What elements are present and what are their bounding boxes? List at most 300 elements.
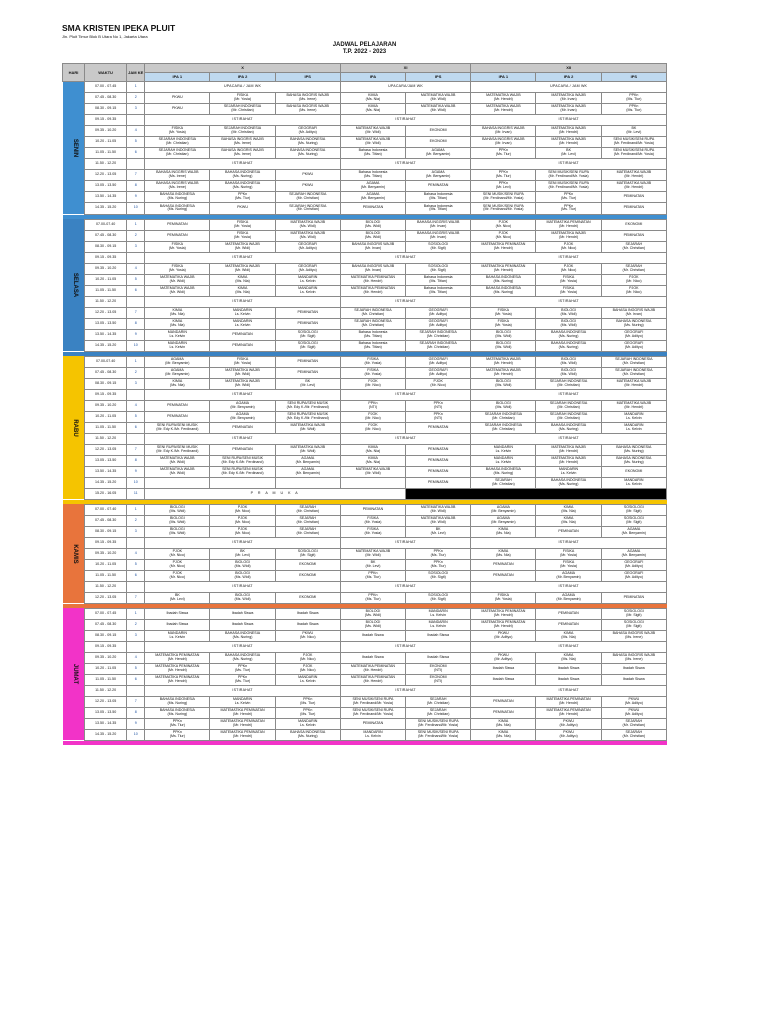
subject-cell: [536, 104, 601, 115]
teacher-name: (Ms. Nuring): [167, 700, 188, 705]
subject-name: PPKn: [303, 707, 313, 712]
teacher-name: (Ms. Titian): [429, 289, 448, 294]
teacher-name: (Mr. Nico): [234, 508, 251, 513]
subject-name: MATEMATIKA PEMINATAN: [350, 663, 395, 668]
subject-cell: [536, 203, 601, 214]
schedule-row: [63, 548, 667, 559]
subject-name: KIMIA: [498, 729, 509, 734]
time-slot: 09.15 - 09.35: [85, 252, 127, 263]
teacher-name: (Mr. Nico): [169, 552, 186, 557]
period-number: 5: [127, 559, 145, 570]
subject-cell: [145, 340, 210, 351]
day-label-cell: [63, 608, 85, 740]
subject-cell: [406, 718, 471, 729]
subject-cell: [406, 477, 471, 488]
period-number: 4: [127, 548, 145, 559]
subject-cell: [601, 148, 666, 159]
teacher-name: (Mr. Hendri): [559, 448, 579, 453]
subject-cell: [601, 340, 666, 351]
subject-cell: [145, 181, 210, 192]
teacher-name: (Mr. Widi): [169, 459, 186, 464]
schedule-row: [63, 718, 667, 729]
subject-cell: [601, 241, 666, 252]
teacher-name: (Mr. Ferdinand/Mr. Yosia): [613, 152, 654, 157]
subject-cell: [601, 559, 666, 570]
time-slot: 10.20 - 11.05: [85, 137, 127, 148]
subject-cell: [145, 203, 210, 214]
teacher-name: (Mr. Yosia): [168, 130, 186, 135]
teacher-name: (Mr. Sigit): [626, 623, 642, 628]
break-cell: ISTIRAHAT: [471, 389, 667, 400]
schedule-row: [63, 619, 667, 630]
subject-cell: [601, 608, 666, 619]
teacher-name: (Ms. Tiur): [430, 563, 446, 568]
subject-cell: [145, 307, 210, 318]
subject-cell: [601, 718, 666, 729]
time-slot: 09.15 - 09.35: [85, 115, 127, 126]
day-label-cell: [63, 219, 85, 351]
subject-name: MATEMATIKA WAJIB: [355, 548, 391, 553]
subject-name: BIOLOGI: [365, 230, 381, 235]
subject-name: AGAMA: [170, 367, 184, 372]
subject-cell: [406, 274, 471, 285]
subject-cell: [406, 652, 471, 663]
subject-cell: [406, 559, 471, 570]
subject-name: BIOLOGI: [169, 504, 185, 509]
subject-cell: [145, 356, 210, 367]
schedule-row: [63, 148, 667, 159]
subject-name: BIOLOGI: [235, 592, 250, 597]
subject-cell: [145, 93, 210, 104]
header-waktu: WAKTU: [85, 64, 127, 82]
teacher-name: (Mr. Benyamin): [425, 152, 451, 157]
teacher-name: (Ms. Nuring): [232, 634, 253, 639]
time-slot: 13.05 - 13.50: [85, 181, 127, 192]
subject-name: BAHASA INDONESIA: [485, 466, 521, 471]
subject-cell: [210, 329, 275, 340]
subject-name: Ibadah Siswa: [231, 610, 254, 615]
teacher-name: (Mr. Levi): [365, 563, 381, 568]
subject-cell: [275, 137, 340, 148]
teacher-name: (Mr. Levi): [561, 152, 577, 157]
subject-name: PEMINATAN: [427, 468, 449, 473]
subject-name: PPKn: [563, 192, 574, 197]
subject-name: Ibadah Siswa: [231, 621, 254, 626]
teacher-name: (NTI): [434, 678, 443, 683]
time-slot: 07.45 - 08.30: [85, 619, 127, 630]
time-slot: 11.50 - 12.20: [85, 685, 127, 696]
subject-cell: [210, 526, 275, 537]
period-number: 2: [127, 367, 145, 378]
subject-name: AGAMA: [236, 400, 250, 405]
teacher-name: (Ms. Nuring): [297, 152, 318, 157]
subject-name: BAHASA INGGRIS WAJIB: [156, 181, 199, 186]
subject-name: MATEMATIKA PEMINATAN: [481, 619, 526, 624]
subject-name: MATEMATIKA WAJIB: [290, 422, 325, 427]
teacher-name: (Ms. Irene): [168, 185, 187, 190]
subject-name: PJOK: [172, 570, 183, 575]
teacher-name: (Mr. Sigit): [430, 245, 446, 250]
teacher-name: (Mr. Christian): [426, 333, 450, 338]
subject-name: MATEMATIKA WAJIB: [290, 219, 325, 224]
subject-cell: [145, 619, 210, 630]
subject-name: MANDARIN: [298, 718, 318, 723]
subject-name: PJOK: [237, 504, 248, 509]
subject-name: AGAMA: [627, 548, 641, 553]
teacher-name: Ls. Kelvin: [430, 612, 446, 617]
teacher-name: (Mr. Yosia): [494, 322, 512, 327]
subject-cell: [210, 466, 275, 477]
subject-cell: [210, 559, 275, 570]
schedule-row: [63, 181, 667, 192]
subject-name: PEMINATAN: [297, 309, 318, 314]
teacher-name: (Ms. Titian): [364, 174, 382, 179]
subject-cell: [210, 181, 275, 192]
subject-name: MATEMATIKA WAJIB: [160, 274, 195, 279]
subject-cell: [340, 93, 405, 104]
subject-cell: [210, 318, 275, 329]
subject-name: AGAMA: [236, 411, 250, 416]
subject-name: Ibadah Siswa: [362, 632, 384, 637]
subject-cell: [406, 104, 471, 115]
subject-cell: [536, 422, 601, 433]
schedule-row: [63, 592, 667, 603]
teacher-name: Ls. Kelvin: [495, 448, 512, 453]
subject-name: BAHASA INDONESIA: [290, 137, 326, 142]
subject-name: SOSIOLOGI: [428, 241, 449, 246]
teacher-name: (Mr. Adityo): [429, 322, 448, 327]
subject-cell: [601, 356, 666, 367]
period-number: [127, 581, 145, 592]
subject-name: PJOK: [237, 526, 248, 531]
subject-cell: [210, 652, 275, 663]
subject-name: SOSIOLOGI: [428, 570, 449, 575]
subject-name: BAHASA INDONESIA: [224, 630, 261, 635]
subject-cell: [210, 137, 275, 148]
teacher-name: (Mr. Ferdinand/Mr. Yosia): [613, 141, 654, 146]
teacher-name: (Mr. Christian): [622, 733, 646, 738]
period-number: 3: [127, 104, 145, 115]
period-number: [127, 389, 145, 400]
teacher-name: (Mr. Yosia): [168, 267, 186, 272]
subject-name: PJOK: [498, 219, 509, 224]
subject-cell: [406, 707, 471, 718]
teacher-name: (Mr. Yosia): [168, 245, 186, 250]
teacher-name: (Mr. Nico): [626, 278, 642, 283]
subject-cell: [275, 570, 340, 581]
subject-cell: [536, 696, 601, 707]
subject-name: Ibadah Siswa: [296, 610, 319, 615]
subject-name: MATEMATIKA WAJIB: [551, 104, 586, 109]
teacher-name: Ls. Kelvin: [299, 678, 316, 683]
subject-name: SENI MUSIK/SENI RUPA: [352, 696, 394, 701]
subject-cell: [275, 203, 340, 214]
subject-cell: [471, 230, 536, 241]
subject-name: AGAMA: [301, 466, 315, 471]
subject-name: PPKn: [498, 148, 508, 153]
teacher-name: (Mr. Adityo): [559, 733, 578, 738]
subject-name: MATEMATIKA WAJIB: [486, 367, 521, 372]
break-cell: ISTIRAHAT: [340, 296, 470, 307]
subject-cell: [340, 619, 405, 630]
subject-cell: [340, 729, 405, 740]
subject-name: PPKn: [433, 559, 443, 564]
teacher-name: (Mr. Irvan): [364, 267, 382, 272]
subject-name: Bahasa Indonesia: [423, 285, 453, 290]
period-number: 1: [127, 356, 145, 367]
subject-cell: [145, 192, 210, 203]
time-slot: 10.20 - 11.05: [85, 411, 127, 422]
teacher-name: (Ms. Titian): [429, 207, 448, 212]
subject-cell: [275, 422, 340, 433]
subject-name: GEOGRAFI: [298, 241, 318, 246]
subject-cell: [471, 93, 536, 104]
schedule-row: [63, 630, 667, 641]
teacher-name: (Mr. Widi): [365, 470, 381, 475]
subject-cell: [536, 548, 601, 559]
period-number: 9: [127, 466, 145, 477]
subject-cell: [601, 674, 666, 685]
teacher-name: (Mr. Yosia): [364, 371, 382, 376]
time-slot: 10.20 - 11.05: [85, 559, 127, 570]
subject-cell: [340, 608, 405, 619]
subject-cell: [210, 570, 275, 581]
subject-name: MATEMATIKA WAJIB: [616, 170, 652, 175]
subject-cell: [471, 148, 536, 159]
subject-name: MATEMATIKA WAJIB: [486, 104, 521, 109]
schedule-row: [63, 104, 667, 115]
subject-cell: [601, 592, 666, 603]
subject-name: SENI MUSIK/SENI RUPA: [352, 707, 394, 712]
teacher-name: (Ms. Widi): [560, 360, 577, 365]
teacher-name: (Mr. Benyamin): [621, 530, 647, 535]
subject-name: PEMINATAN: [232, 424, 253, 429]
subject-name: BAHASA INGGRIS WAJIB: [221, 148, 264, 153]
teacher-name: (Mr. Hendri): [363, 289, 383, 294]
subject-cell: [406, 696, 471, 707]
time-slot: 12.20 - 13.05: [85, 170, 127, 181]
subject-cell: [536, 263, 601, 274]
teacher-name: (Mr. Sigit): [626, 508, 642, 513]
teacher-name: Ls. Kelvin: [299, 722, 316, 727]
subject-name: PKWU: [171, 106, 183, 111]
teacher-name: (Mr. Widi): [365, 141, 381, 146]
teacher-name: (Mr. Adityo): [494, 656, 513, 661]
subject-cell: [601, 400, 666, 411]
time-slot: 07.45 - 08.30: [85, 367, 127, 378]
schedule-row: [63, 285, 667, 296]
subject-name: SENI RUPA/SENI MUSIK: [156, 444, 198, 449]
subject-name: MATEMATIKA PEMINATAN: [155, 652, 200, 657]
teacher-name: (Ms. Widi): [560, 322, 577, 327]
day-name: RABU: [71, 418, 78, 437]
period-number: [127, 433, 145, 444]
subject-cell: [275, 548, 340, 559]
time-slot: 10.20 - 11.05: [85, 663, 127, 674]
subject-cell: [406, 148, 471, 159]
teacher-name: (Mr. Widi): [430, 108, 446, 113]
subject-name: BAHASA INDONESIA: [550, 329, 587, 334]
time-slot: 08.30 - 09.15: [85, 630, 127, 641]
subject-name: BAHASA INGGRIS WAJIB: [612, 652, 656, 657]
subject-name: PPKn: [172, 729, 182, 734]
teacher-name: (Mr. Edy K./Mr. Ferdinand): [156, 426, 199, 431]
time-slot: 13.05 - 13.50: [85, 318, 127, 329]
subject-cell: [471, 340, 536, 351]
teacher-name: (Mr. Christian): [622, 722, 646, 727]
teacher-name: (Mr. Ferdinand/Mr. Yosia): [548, 185, 589, 190]
subject-name: BAHASA INDONESIA: [290, 729, 326, 734]
subject-name: PEMINATAN: [232, 331, 253, 336]
subject-cell: [340, 104, 405, 115]
subject-cell: [536, 126, 601, 137]
teacher-name: (Ms. Nia): [496, 722, 511, 727]
subject-cell: [210, 630, 275, 641]
teacher-name: (Mr. Nico): [365, 382, 381, 387]
period-number: 8: [127, 707, 145, 718]
subject-name: MATEMATIKA PEMINATAN: [481, 263, 526, 268]
subject-cell: [145, 718, 210, 729]
teacher-name: (Ms. Nuring): [623, 459, 644, 464]
subject-cell: [406, 444, 471, 455]
subject-cell: [601, 274, 666, 285]
time-slot: 09.35 - 10.20: [85, 400, 127, 411]
subject-cell: [536, 526, 601, 537]
subject-name: BIOLOGI: [561, 367, 576, 372]
day-name: SELASA: [71, 272, 78, 298]
subject-cell: [471, 570, 536, 581]
subject-cell: [471, 356, 536, 367]
subject-name: Ibadah Siswa: [166, 621, 189, 626]
break-cell: ISTIRAHAT: [471, 537, 667, 548]
schedule-row: [63, 356, 667, 367]
teacher-name: (Mr. Christian): [296, 519, 320, 524]
subject-cell: [406, 192, 471, 203]
subject-name: AGAMA: [496, 515, 510, 520]
teacher-name: (Ms. Irene): [625, 656, 643, 661]
period-number: 1: [127, 608, 145, 619]
teacher-name: (Mr. Ferdinand/Mr. Yosia): [352, 700, 394, 705]
subject-cell: [601, 707, 666, 718]
subject-name: PEMINATAN: [493, 572, 514, 577]
time-slot: 11.50 - 12.20: [85, 433, 127, 444]
subject-cell: [340, 378, 405, 389]
subject-name: FISIKA: [236, 93, 249, 98]
teacher-name: (Mr. Widi): [234, 371, 251, 376]
subject-name: PPKn: [368, 570, 378, 575]
subject-name: KIMIA: [498, 548, 509, 553]
subject-name: EKONOMI: [429, 663, 447, 668]
teacher-name: (Mr. Adityo): [559, 722, 578, 727]
subject-cell: [210, 274, 275, 285]
subject-name: PJOK: [498, 230, 509, 235]
subject-cell: [601, 318, 666, 329]
subject-name: Ibadah Siswa: [166, 610, 189, 615]
teacher-name: (Ms. Tiur): [169, 733, 185, 738]
teacher-name: Ls. Kelvin: [234, 322, 251, 327]
subject-cell: [406, 663, 471, 674]
subject-cell: [210, 148, 275, 159]
time-slot: 11.05 - 11.50: [85, 285, 127, 296]
teacher-name: (Ms. Nuring): [623, 322, 644, 327]
period-number: 9: [127, 329, 145, 340]
teacher-name: (Mr. Hendri): [233, 711, 253, 716]
break-cell: ISTIRAHAT: [340, 252, 470, 263]
teacher-name: (Ms. Tiur): [626, 108, 642, 113]
subject-name: BAHASA INGGRIS WAJIB: [612, 307, 656, 312]
subject-cell: [275, 274, 340, 285]
teacher-name: (Mr. Yosia): [234, 360, 252, 365]
teacher-name: (Mr. Levi): [235, 552, 251, 557]
subject-name: SOSIOLOGI: [297, 548, 318, 553]
subject-cell: [275, 526, 340, 537]
subject-name: FISIKA: [562, 274, 575, 279]
subject-name: PEMINATAN: [493, 561, 514, 566]
teacher-name: (Mr. Nico): [495, 234, 512, 239]
subject-name: MATEMATIKA WAJIB: [225, 378, 260, 383]
subject-cell: [340, 707, 405, 718]
subject-cell: [536, 674, 601, 685]
subject-cell: [340, 137, 405, 148]
subject-name: KIMIA: [368, 455, 378, 460]
subject-name: PJOK: [433, 378, 443, 383]
teacher-name: (Ms. Widi): [495, 404, 512, 409]
subject-name: PPKn: [433, 411, 443, 416]
schedule-row: [63, 641, 667, 652]
subject-cell: [275, 663, 340, 674]
teacher-name: (Ms. Nuring): [558, 426, 579, 431]
header-jamke: JAM KE: [127, 64, 145, 82]
subject-cell: [210, 367, 275, 378]
subject-cell: [275, 356, 340, 367]
subject-cell: [340, 718, 405, 729]
subject-name: SOSIOLOGI: [428, 263, 449, 268]
period-number: 5: [127, 663, 145, 674]
teacher-name: (Mr. Adityo): [429, 360, 448, 365]
subject-name: MANDARIN: [624, 411, 644, 416]
subject-name: MATEMATIKA WAJIB: [551, 455, 586, 460]
subject-name: BAHASA INDONESIA: [224, 170, 261, 175]
subject-name: KIMIA: [563, 515, 574, 520]
schedule-row: [63, 477, 667, 488]
subject-cell: [536, 504, 601, 515]
day-label-cell: [63, 82, 85, 215]
subject-cell: [340, 674, 405, 685]
subject-cell: [210, 126, 275, 137]
teacher-name: (Ms. Tiur): [495, 152, 511, 157]
time-slot: 13.50 - 14.35: [85, 466, 127, 477]
subject-cell: [471, 104, 536, 115]
subject-cell: [275, 241, 340, 252]
subject-cell: [536, 356, 601, 367]
subject-name: MANDARIN: [167, 630, 187, 635]
subject-name: MATEMATIKA WAJIB: [486, 93, 521, 98]
subject-name: BAHASA INDONESIA: [485, 285, 521, 290]
subject-cell: [406, 170, 471, 181]
teacher-name: (Mr. Edy K./Mr. Ferdinand): [156, 448, 199, 453]
subject-name: FISIKA: [497, 307, 510, 312]
subject-cell: [210, 663, 275, 674]
subject-cell: [471, 696, 536, 707]
subject-name: SENI MUSIK/SENI RUPA: [548, 181, 589, 186]
teacher-name: (Mr. Nico): [560, 267, 577, 272]
subject-cell: [471, 400, 536, 411]
subject-cell: [340, 170, 405, 181]
teacher-name: (Ms. Nia): [365, 97, 381, 102]
subject-cell: [406, 466, 471, 477]
subject-name: KIMIA: [368, 104, 378, 109]
period-number: 6: [127, 674, 145, 685]
